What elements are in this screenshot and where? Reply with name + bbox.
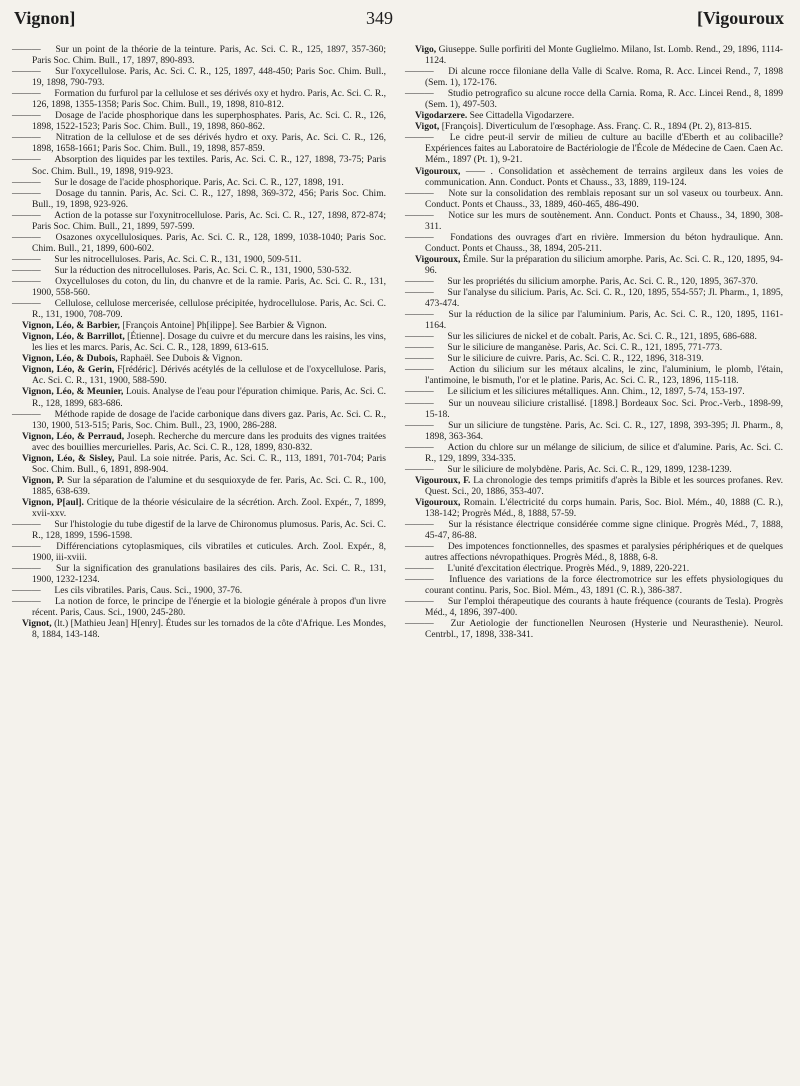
entry-author: Vigouroux,: [415, 253, 461, 265]
entry-text: Sur la signification des granulations basilaires des cils. Paris, Ac. Sci. C. R., 131, 1900, 1232-1234.: [32, 563, 386, 586]
bibliography-entry: [405, 574, 784, 597]
repeat-author-dash: ———: [12, 176, 41, 188]
bibliography-entry: [22, 320, 386, 331]
repeat-author-dash: ———: [405, 309, 434, 321]
entry-text: Sur la réduction de la silice par l'aluminium. Paris, Ac. Sci. C. R., 120, 1895, 1161-1164.: [425, 309, 783, 332]
repeat-author-dash: ———: [12, 132, 41, 144]
entry-text: Différenciations cytoplasmiques, cils vibratiles et cuticules. Arch. Zool. Expér., 8, 1900, iii-xviii.: [32, 541, 386, 564]
repeat-author-dash: ———: [405, 353, 434, 365]
repeat-author-dash: ———: [12, 519, 41, 531]
bibliography-entry: [415, 44, 783, 66]
bibliography-entry: [405, 331, 783, 343]
bibliography-entry: [405, 386, 783, 398]
entry-text: Action du chlore sur un mélange de silicium, de silice et d'alumine. Paris, Ac. Sci. C. R., 129, 1899, 334-335.: [425, 441, 783, 464]
repeat-author-dash: ———: [405, 596, 434, 608]
bibliography-entry: [22, 364, 386, 386]
repeat-author-dash: ———: [12, 298, 41, 310]
entry-text: Influence des variations de la force électromotrice sur les effets physiologiques du courant continu. Paris, Soc. Biol. Mém., 43, 1891 (C. R.), 386-387.: [425, 574, 784, 597]
entry-text: Oxycelluloses du coton, du lin, du chanvre et de la ramie. Paris, Ac. Sci. C. R., 131, 1900, 558-560.: [32, 275, 387, 299]
entry-author: Vigodarzere.: [415, 110, 468, 122]
repeat-author-dash: ———: [405, 88, 434, 100]
repeat-author-dash: ———: [12, 563, 41, 575]
entry-text: Des impotences fonctionnelles, des spasmes et paralysies périphériques et de quelques autres affections névropathiques. Progrès Méd., 8, 1888, 6-8.: [425, 541, 783, 564]
entry-author: Vignon, P[aul].: [22, 496, 84, 508]
entry-text: —— . Consolidation et assèchement de terrains argileux dans les voies de communication. Ann. Conduct. Ponts et Chauss., 33, 1889, 119-124.: [425, 165, 784, 188]
bibliography-entry: [405, 419, 783, 442]
bibliography-entry: [415, 166, 783, 188]
entry-text: Dosage de l'acide phosphorique dans les superphosphates. Paris, Ac. Sci. C. R., 126, 1898, 1522-1523; Paris Soc. Chim. Bull., 19, 1898, 860-862.: [32, 110, 386, 133]
entry-text: F[rédéric]. Dérivés acétylés de la cellulose et de l'oxycellulose. Paris, Ac. Sci. C. R., 131, 1900, 588-590.: [32, 364, 386, 387]
bibliography-entry: [405, 519, 783, 542]
entry-text: Action de la potasse sur l'oxynitrocellulose. Paris, Ac. Sci. C. R., 127, 1898, 872-874; Paris Soc. Chim. Bull., 21, 1899, 597-599.: [32, 209, 386, 232]
entry-text: Sur le dosage de l'acide phosphorique. Paris, Ac. Sci. C. R., 127, 1898, 191.: [54, 176, 344, 188]
bibliography-entry: [12, 44, 387, 67]
entry-text: Sur le siliciure de molybdène. Paris, Ac. Sci. C. R., 129, 1899, 1238-1239.: [447, 463, 732, 475]
entry-text: Nitration de la cellulose et de ses dérivés hydro et oxy. Paris, Ac. Sci. C. R., 126, 1898, 1658-1661; Paris Soc. Chim. Bull., 19, 1898, 857-859.: [32, 132, 386, 155]
bibliography-entry: [405, 353, 783, 365]
repeat-author-dash: ———: [405, 563, 434, 575]
bibliography-entry: [22, 331, 386, 353]
entry-text: Le cidre peut-il servir de milieu de culture au bacille d'Eberth et au colibacille? Expériences faites au Laboratoire de Bactériologie de l'École de Médecine de Caen. Caen Ac. Mém., 1897 (Pt. 1), 9-21.: [425, 132, 784, 166]
repeat-author-dash: ———: [12, 44, 41, 55]
entry-text: Critique de la théorie vésiculaire de la sécrétion. Arch. Zool. Expér., 7, 1899, xvii-xxv.: [32, 496, 386, 519]
bibliography-entry: [405, 66, 783, 89]
entry-text: Dosage du tannin. Paris, Ac. Sci. C. R., 127, 1898, 369-372, 456; Paris Soc. Chim. Bull., 19, 1898, 923-926.: [32, 187, 387, 210]
bibliography-entry: [22, 618, 386, 640]
entry-text: Studio petrografico su alcune rocce della Carnia. Roma, R. Acc. Lincei Rend., 8, 1899 (Sem. 1), 497-503.: [425, 88, 783, 111]
bibliography-entry: [22, 475, 386, 497]
entry-text: Sur les propriétés du silicium amorphe. Paris, Ac. Sci. C. R., 120, 1895, 367-370.: [447, 275, 758, 287]
bibliography-entry: [12, 519, 386, 542]
entry-text: Formation du furfurol par la cellulose et ses dérivés oxy et hydro. Paris, Ac. Sci. C. R., 126, 1898, 1355-1358; Paris Soc. Chim. Bull., 19, 1898, 810-812.: [32, 88, 386, 111]
entry-text: Raphaël. See Dubois & Vignon.: [120, 353, 243, 365]
entry-text: Fondations des ouvrages d'art en rivière. Immersion du béton hydraulique. Ann. Conduct. Ponts et Chauss., 38, 1894, 205-211.: [425, 231, 783, 254]
bibliography-entry: [405, 596, 783, 619]
bibliography-entry: [415, 121, 783, 132]
repeat-author-dash: ———: [12, 209, 41, 221]
bibliography-entry: [12, 275, 387, 299]
bibliography-entry: [12, 88, 386, 111]
repeat-author-dash: ———: [12, 231, 41, 243]
entry-text: Sur l'analyse du silicium. Paris, Ac. Sci. C. R., 120, 1895, 554-557; Jl. Pharm., 1, 1895, 473-474.: [425, 287, 784, 310]
entry-text: Zur Aetiologie der functionellen Neurosen (Hysterie und Neurasthenie). Neurol. Centrbl., 17, 1898, 338-341.: [425, 618, 783, 641]
bibliography-entry: [12, 132, 386, 155]
entry-author: Vignon, Léo, & Perraud,: [22, 430, 125, 442]
repeat-author-dash: ———: [12, 66, 41, 78]
entry-text: [François]. Diverticulum de l'œsophage. Ass. Franç. C. R., 1894 (Pt. 2), 813-815.: [441, 121, 752, 133]
entry-text: Sur la résistance électrique considérée comme signe clinique. Progrès Méd., 7, 1888, 45-47, 86-88.: [425, 519, 783, 542]
entry-text: Sur les siliciures de nickel et de cobalt. Paris, Ac. Sci. C. R., 121, 1895, 686-688.: [447, 331, 757, 343]
repeat-author-dash: ———: [405, 187, 434, 199]
entry-text: Notice sur les murs de soutènement. Ann. Conduct. Ponts et Chauss., 34, 1890, 308-311.: [425, 209, 783, 232]
entry-text: L'unité d'excitation électrique. Progrès Méd., 9, 1889, 220-221.: [447, 563, 690, 575]
repeat-author-dash: ———: [405, 287, 434, 299]
entry-text: [François Antoine] Ph[ilippe]. See Barbier & Vignon.: [122, 320, 327, 332]
bibliography-entry: [405, 397, 784, 420]
bibliography-entry: [405, 342, 783, 354]
repeat-author-dash: ———: [12, 253, 41, 265]
entry-text: Sur l'emploi thérapeutique des courants à haute fréquence (courants de Tesla). Progrès Méd., 4, 1896, 397-400.: [425, 596, 783, 619]
repeat-author-dash: ———: [12, 275, 41, 287]
page-number: 349: [366, 8, 393, 28]
entry-text: Le silicium et les siliciures métalliques. Ann. Chim., 12, 1897, 5-74, 153-197.: [447, 386, 745, 398]
entry-author: Vigo,: [415, 44, 437, 55]
entry-text: Romain. L'électricité du corps humain. Paris, Soc. Biol. Mém., 40, 1888 (C. R.), 138-142; Progrès Méd., 8, 1888, 57-59.: [425, 496, 783, 519]
entry-author: Vignon, Léo, & Barbier,: [22, 320, 120, 332]
repeat-author-dash: ———: [405, 618, 434, 630]
entry-text: See Cittadella Vigodarzere.: [469, 110, 575, 122]
bibliography-entry: [12, 408, 386, 431]
bibliography-entry: [22, 453, 386, 475]
bibliography-entry: [405, 309, 783, 332]
repeat-author-dash: ———: [12, 596, 41, 608]
entry-text: Sur un siliciure de tungstène. Paris, Ac. Sci. C. R., 127, 1898, 393-395; Jl. Pharm., 8, 1898, 363-364.: [425, 419, 783, 442]
entry-text: Sur un point de la théorie de la teinture. Paris, Ac. Sci. C. R., 125, 1897, 357-360; Paris Soc. Chim. Bull., 17, 1897, 890-893.: [32, 44, 387, 67]
entry-author: Vignon, Léo, & Meunier,: [22, 386, 124, 398]
entry-text: Sur les nitrocelluloses. Paris, Ac. Sci. C. R., 131, 1900, 509-511.: [54, 253, 302, 265]
bibliography-entry: [12, 585, 386, 597]
bibliography-entry: [22, 353, 386, 364]
page-header: [0, 2, 800, 32]
bibliography-entry: [405, 364, 783, 387]
bibliography-entry: [12, 176, 386, 188]
entry-author: Vigouroux,: [415, 496, 461, 508]
repeat-author-dash: ———: [405, 132, 434, 144]
entry-author: Vignon, Léo, & Gerin,: [22, 364, 115, 376]
bibliography-entry: [12, 563, 386, 586]
bibliography-entry: [12, 541, 386, 564]
repeat-author-dash: ———: [405, 463, 434, 475]
bibliography-entry: [12, 298, 386, 321]
bibliography-entry: [405, 275, 783, 287]
header-left: Vignon]: [14, 8, 76, 28]
bibliography-entry: [12, 66, 386, 89]
entry-text: Sur le siliciure de manganèse. Paris, Ac. Sci. C. R., 121, 1895, 771-773.: [447, 342, 723, 354]
entry-text: Sur un nouveau siliciure cristallisé. [1898.] Bordeaux Soc. Sci. Proc.-Verb., 1898-99, 15-18.: [425, 397, 784, 420]
bibliography-entry: [22, 497, 386, 519]
bibliography-entry: [415, 475, 783, 497]
bibliography-entry: [22, 431, 386, 453]
bibliography-entry: [405, 209, 783, 232]
repeat-author-dash: ———: [405, 541, 434, 553]
entry-text: Cellulose, cellulose mercerisée, cellulose précipitée, hydrocellulose. Paris, Ac. Sci. C. R., 131, 1900, 708-709.: [32, 298, 386, 321]
entry-text: Sur le siliciure de cuivre. Paris, Ac. Sci. C. R., 122, 1896, 318-319.: [447, 353, 704, 365]
entry-text: Joseph. Recherche du mercure dans les produits des vignes traitées avec des bouillies mercurielles. Paris, Ac. Sci. C. R., 128, 1899, 830-832.: [32, 430, 386, 453]
entry-text: Note sur la consolidation des remblais reposant sur un sol vaseux ou tourbeux. Ann. Conduct. Ponts et Chauss., 33, 1889, 460-465, 486-490.: [425, 187, 784, 210]
right-column: [405, 44, 784, 641]
entry-text: Absorption des liquides par les textiles. Paris, Ac. Sci. C. R., 127, 1898, 73-75; Paris Soc. Chim. Bull., 19, 1898, 919-923.: [32, 154, 386, 177]
repeat-author-dash: ———: [405, 66, 434, 78]
entry-text: Louis. Analyse de l'eau pour l'épuration chimique. Paris, Ac. Sci. C. R., 128, 1899, 683-686.: [32, 386, 386, 409]
repeat-author-dash: ———: [12, 408, 41, 420]
bibliography-entry: [415, 497, 783, 519]
left-column: [12, 44, 387, 641]
entry-text: Action du silicium sur les métaux alcalins, le zinc, l'aluminium, le plomb, l'étain, l'antimoine, le bismuth, l'or et le platine. Paris, Ac. Sci. C. R., 123, 1896, 115-118.: [425, 364, 783, 387]
entry-author: Vignon, P.: [22, 474, 65, 486]
repeat-author-dash: ———: [405, 209, 434, 221]
bibliography-entry: [12, 253, 386, 265]
bibliography-entry: [415, 110, 783, 121]
bibliography-entry: [12, 231, 387, 254]
entry-author: Vignot,: [22, 618, 52, 630]
repeat-author-dash: ———: [405, 231, 434, 243]
entry-text: La notion de force, le principe de l'énergie et la biologie générale à propos d'un livre récent. Paris, Caus. Sci., 1900, 245-280.: [32, 596, 386, 619]
header-right: [Vigouroux: [696, 8, 784, 28]
repeat-author-dash: ———: [12, 264, 41, 276]
repeat-author-dash: ———: [12, 187, 41, 199]
repeat-author-dash: ———: [12, 88, 41, 100]
repeat-author-dash: ———: [12, 154, 41, 166]
repeat-author-dash: ———: [12, 585, 41, 597]
entry-author: Vigouroux, F.: [415, 474, 471, 486]
bibliography-entry: [405, 88, 783, 111]
entry-author: Vignon, Léo, & Dubois,: [22, 353, 118, 365]
entry-author: Vignon, Léo, & Sisley,: [22, 452, 115, 464]
entry-text: Di alcune rocce filoniane della Valle di Scalve. Roma, R. Acc. Lincei Rend., 7, 1898 (Sem. 1), 172-176.: [425, 66, 783, 89]
repeat-author-dash: ———: [405, 441, 434, 453]
entry-text: Paul. La soie nitrée. Paris, Ac. Sci. C. R., 113, 1891, 701-704; Paris Soc. Chim. Bull., 6, 1891, 898-904.: [32, 452, 387, 475]
repeat-author-dash: ———: [405, 419, 434, 431]
bibliography-entry: [415, 254, 783, 276]
entry-text: Sur l'histologie du tube digestif de la larve de Chironomus plumosus. Paris, Ac. Sci. C. R., 128, 1899, 1596-1598.: [32, 519, 386, 542]
entry-text: Osazones oxycellulosiques. Paris, Ac. Sci. C. R., 128, 1899, 1038-1040; Paris Soc. Chim. Bull., 21, 1899, 600-602.: [32, 231, 387, 254]
entry-text: [Étienne]. Dosage du cuivre et du mercure dans les raisins, les vins, les lies et les marcs. Paris, Ac. Sci. C. R., 128, 1899, 613-615.: [32, 331, 387, 354]
bibliography-entry: [405, 463, 783, 475]
entry-text: Sur la séparation de l'alumine et du sesquioxyde de fer. Paris, Ac. Sci. C. R., 100, 1885, 638-639.: [32, 474, 386, 497]
entry-text: (lt.) [Mathieu Jean] H[enry]. Études sur les tornados de la côte d'Afrique. Les Mondes, 8, 1884, 143-148.: [32, 618, 387, 641]
entry-text: Giuseppe. Sulle porfiriti del Monte Guglielmo. Milano, Ist. Lomb. Rend., 29, 1896, 1114-1124.: [425, 44, 783, 67]
bibliography-entry: [12, 110, 386, 133]
entry-author: Vigot,: [415, 121, 440, 133]
repeat-author-dash: ———: [12, 110, 41, 122]
repeat-author-dash: ———: [405, 275, 434, 287]
repeat-author-dash: ———: [405, 342, 434, 354]
entry-text: Méthode rapide de dosage de l'acide carbonique dans divers gaz. Paris, Ac. Sci. C. R., 130, 1900, 513-515; Paris, Soc. Chim. Bull., 23, 1900, 286-288.: [32, 408, 386, 431]
bibliography-entry: [405, 563, 783, 575]
entry-text: Émile. Sur la préparation du silicium amorphe. Paris, Ac. Sci. C. R., 120, 1895, 94-96.: [425, 253, 783, 276]
bibliography-entry: [405, 441, 783, 464]
repeat-author-dash: ———: [405, 386, 434, 398]
bibliography-entry: [12, 187, 387, 210]
bibliography-entry: [405, 287, 784, 310]
bibliography-entry: [12, 264, 386, 276]
bibliography-entry: [405, 618, 783, 641]
repeat-author-dash: ———: [405, 574, 434, 586]
bibliography-entry: [12, 596, 386, 619]
entry-text: La chronologie des temps primitifs d'après la Bible et les sources profanes. Rev. Quest. Sci., 20, 1886, 353-407.: [425, 474, 783, 497]
entry-text: Les cils vibratiles. Paris, Caus. Sci., 1900, 37-76.: [54, 585, 243, 597]
repeat-author-dash: ———: [405, 397, 434, 409]
entry-author: Vigouroux,: [415, 165, 461, 177]
entry-author: Vignon, Léo, & Barrillot,: [22, 331, 125, 343]
repeat-author-dash: ———: [405, 331, 434, 343]
bibliography-entry: [12, 154, 386, 177]
repeat-author-dash: ———: [12, 541, 41, 553]
bibliography-entry: [12, 209, 386, 232]
entry-text: Sur la réduction des nitrocelluloses. Paris, Ac. Sci. C. R., 131, 1900, 530-532.: [54, 264, 352, 276]
bibliography-entry: [405, 231, 783, 254]
bibliography-entry: [405, 187, 784, 210]
repeat-author-dash: ———: [405, 364, 434, 376]
bibliography-entry: [405, 132, 784, 166]
repeat-author-dash: ———: [405, 519, 434, 531]
bibliography-entry: [405, 541, 783, 564]
bibliography-entry: [22, 386, 386, 408]
entry-text: Sur l'oxycellulose. Paris, Ac. Sci. C. R., 125, 1897, 448-450; Paris Soc. Chim. Bull., 19, 1898, 790-793.: [32, 66, 386, 89]
